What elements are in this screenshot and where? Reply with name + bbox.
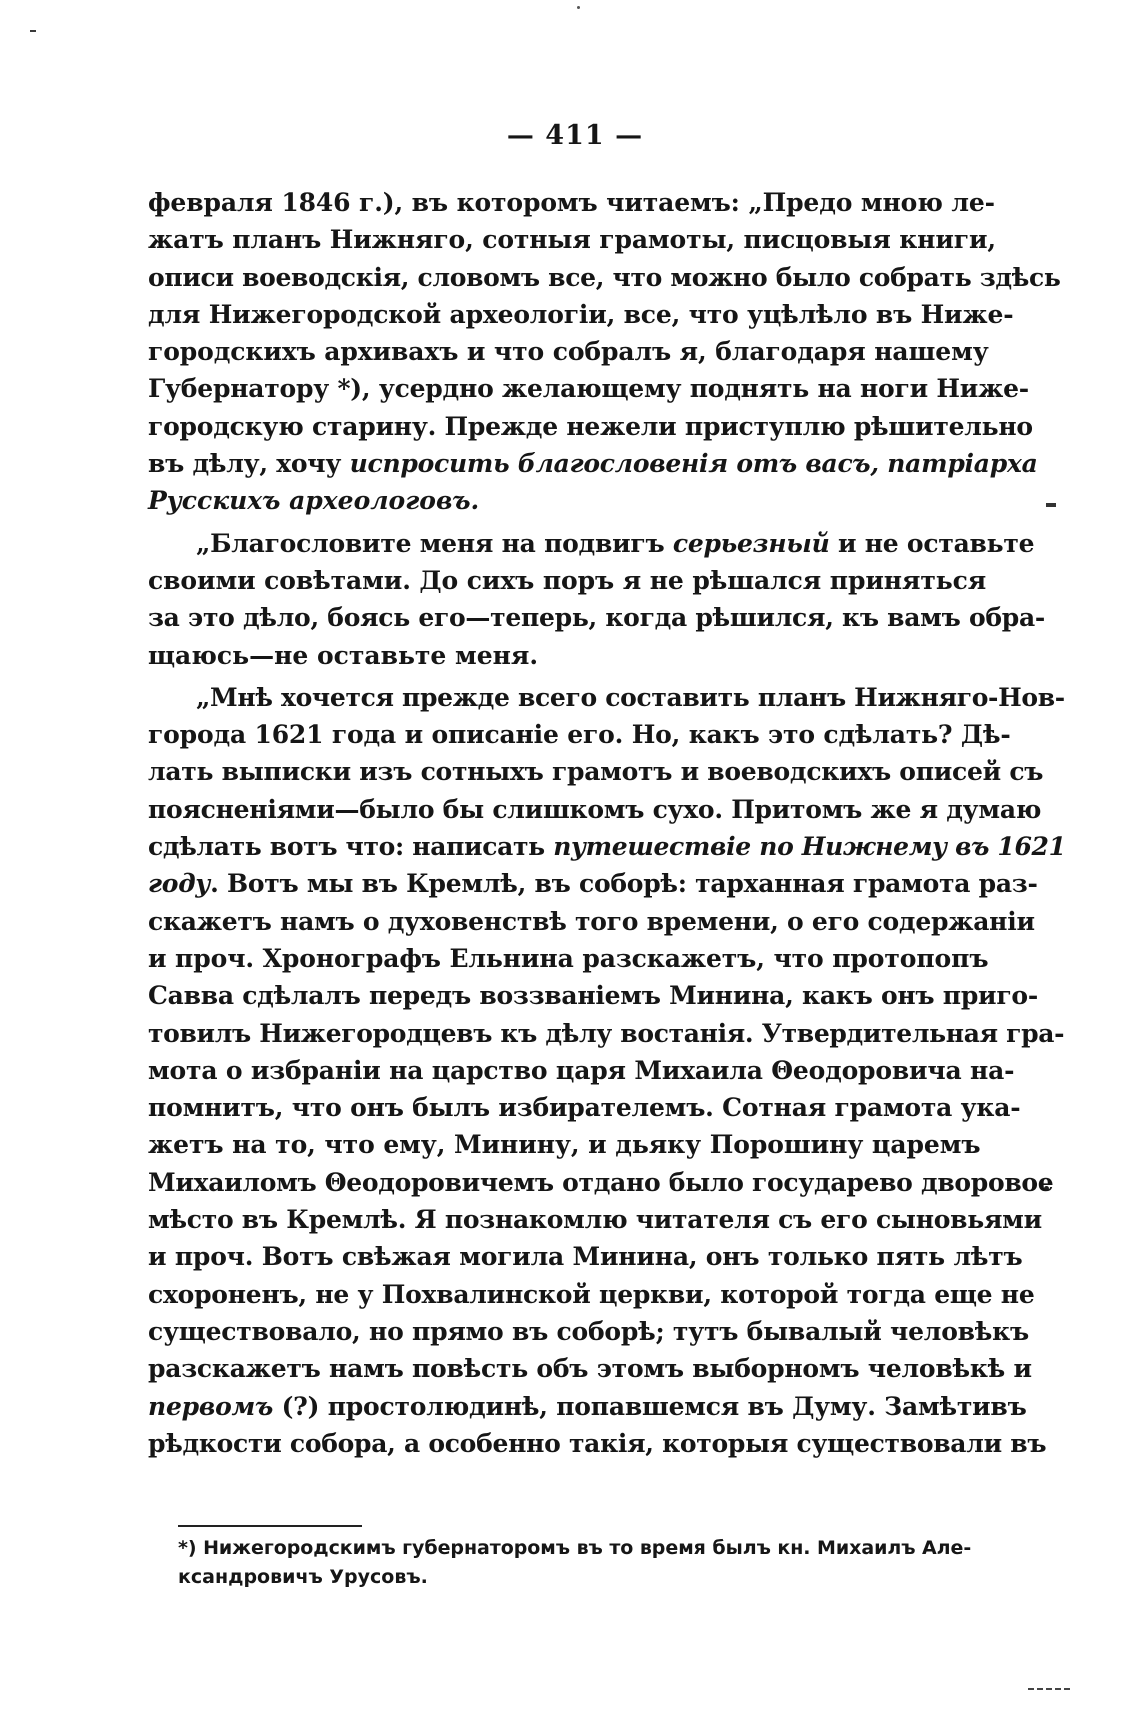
text-run: разскажетъ намъ повѣсть объ этомъ выборномъ человѣкѣ и [148,1354,1032,1384]
text-run: Губернатору *), усердно желающему поднять на ноги Ниже- [148,374,1029,404]
text-line [148,184,995,221]
italic-text-run: Русскихъ археологовъ. [148,486,480,516]
text-line [148,259,1061,296]
text-line [148,333,989,370]
text-run: въ дѣлу, хочу [148,449,350,479]
text-run: поясненіями—было бы слишкомъ сухо. Притомъ же я думаю [148,794,1042,824]
text-line [148,1276,1035,1313]
text-run: сдѣлать вотъ что: написать [148,832,554,862]
text-line [148,903,1035,940]
text-run: и проч. Хронографъ Ельнина разскажетъ, что протопопъ [148,943,989,973]
text-run: для Нижегородской археологіи, все, что уцѣлѣло въ Ниже- [148,299,1014,329]
text-run: существовало, но прямо въ соборѣ; тутъ бывалый человѣкъ [148,1316,1029,1346]
text-run: мота о избраніи на царство царя Михаила Θеодоровича на- [148,1055,1015,1085]
text-line [148,1425,1047,1462]
text-line [148,1015,1065,1052]
text-run: Савва сдѣлалъ передъ воззваніемъ Минина, какъ онъ приго- [148,981,1038,1011]
footnote [178,1534,972,1592]
text-line [148,716,1011,753]
text-run: схороненъ, не у Похвалинской церкви, которой тогда еще не [148,1279,1035,1309]
footnote-line: *) Нижегородскимъ губернаторомъ въ то время былъ кн. Михаилъ Але- [178,1537,972,1559]
text-run: городскую старину. Прежде нежели приступлю рѣшительно [148,411,1033,441]
body-text [148,184,1066,1462]
text-run: описи воеводскія, словомъ все, что можно было собрать здѣсь [148,262,1061,292]
text-line [148,791,1042,828]
text-run: щаюсь—не оставьте меня. [148,640,539,670]
text-run: помнитъ, что онъ былъ избирателемъ. Сотная грамота ука- [148,1093,1021,1123]
text-run: городскихъ архивахъ и что собралъ я, благодаря нашему [148,337,989,367]
text-line [148,296,1014,333]
paragraph [148,525,1045,674]
text-line [148,482,960,519]
scan-artifact-top-dot [577,6,580,9]
text-run: города 1621 года и описаніе его. Но, какъ это сдѣлать? Дѣ- [148,720,1011,750]
text-line [148,1089,1021,1126]
italic-text-run: путешествіе по Нижнему въ 1621 [553,832,1066,862]
italic-text-run: первомъ [148,1391,274,1421]
text-line [148,1164,1054,1201]
text-line [148,1388,1027,1425]
text-run: товилъ Нижегородцевъ къ дѣлу востанія. Утвердительная гра- [148,1018,1065,1048]
text-line [148,865,1038,902]
text-run: лать выписки изъ сотныхъ грамотъ и воеводскихъ описей съ [148,757,1044,787]
text-line [148,1350,1032,1387]
text-run: февраля 1846 г.), въ которомъ читаемъ: „Предо мною ле- [148,188,995,217]
italic-text-run: году [148,869,211,899]
footnote-line: ксандровичъ Урусовъ. [178,1566,428,1588]
text-run: своими совѣтами. До сихъ поръ я не рѣшался приняться [148,565,987,595]
text-run: рѣдкости собора, а особенно такія, которыя существовали въ [148,1428,1047,1458]
text-line [148,940,989,977]
paragraph [148,184,1061,520]
text-run: и не оставьте [829,528,1035,558]
scan-artifact-top-left-dash [30,30,36,32]
italic-text-run: испросить благословенія отъ васъ, патріарха [349,449,1038,479]
text-line [148,753,1044,790]
text-run: за это дѣло, боясь его—теперь, когда рѣшился, къ вамъ обра- [148,603,1045,633]
text-line [148,370,1029,407]
text-line [148,1126,981,1163]
text-line [148,977,1038,1014]
text-line [148,599,1045,636]
text-run: жатъ планъ Нижняго, сотныя грамоты, писцовыя книги, [148,225,996,255]
text-line [148,562,987,599]
text-run: жетъ на то, что ему, Минину, и дьяку Порошину царемъ [148,1130,981,1160]
page-number: — 411 — [506,120,644,151]
text-run: мѣсто въ Кремлѣ. Я познакомлю читателя съ его сыновьями [148,1205,1042,1235]
text-line [148,828,1066,865]
footnote-separator [178,1525,362,1527]
text-run: и проч. Вотъ свѣжая могила Минина, онъ только пять лѣтъ [148,1242,1023,1272]
text-line [148,1052,1015,1089]
scan-artifact-right-dash [1046,503,1056,507]
text-line [148,525,1035,562]
text-line [148,408,1033,445]
text-run: скажетъ намъ о духовенствѣ того времени, о его содержаніи [148,906,1035,936]
text-line [148,679,1065,716]
text-run: „Мнѣ хочется прежде всего составить планъ Нижняго-Нов- [196,682,1065,712]
text-run: . Вотъ мы въ Кремлѣ, въ соборѣ: тарханная грамота раз- [210,869,1038,899]
text-run: Михаиломъ Θеодоровичемъ отдано было государево дворовое [148,1167,1054,1197]
text-line [148,637,960,674]
text-line [148,1313,1029,1350]
text-line [148,1201,1042,1238]
text-run: „Благословите меня на подвигъ [196,528,673,558]
scan-artifact-bottom-right-dashes [1028,1688,1070,1692]
text-line [148,1238,1023,1275]
text-run: (?) простолюдинѣ, попавшемся въ Думу. Замѣтивъ [273,1391,1027,1421]
italic-text-run: серьезный [672,528,830,558]
paragraph [148,679,1066,1462]
text-line [148,221,996,258]
text-line [148,445,1038,482]
